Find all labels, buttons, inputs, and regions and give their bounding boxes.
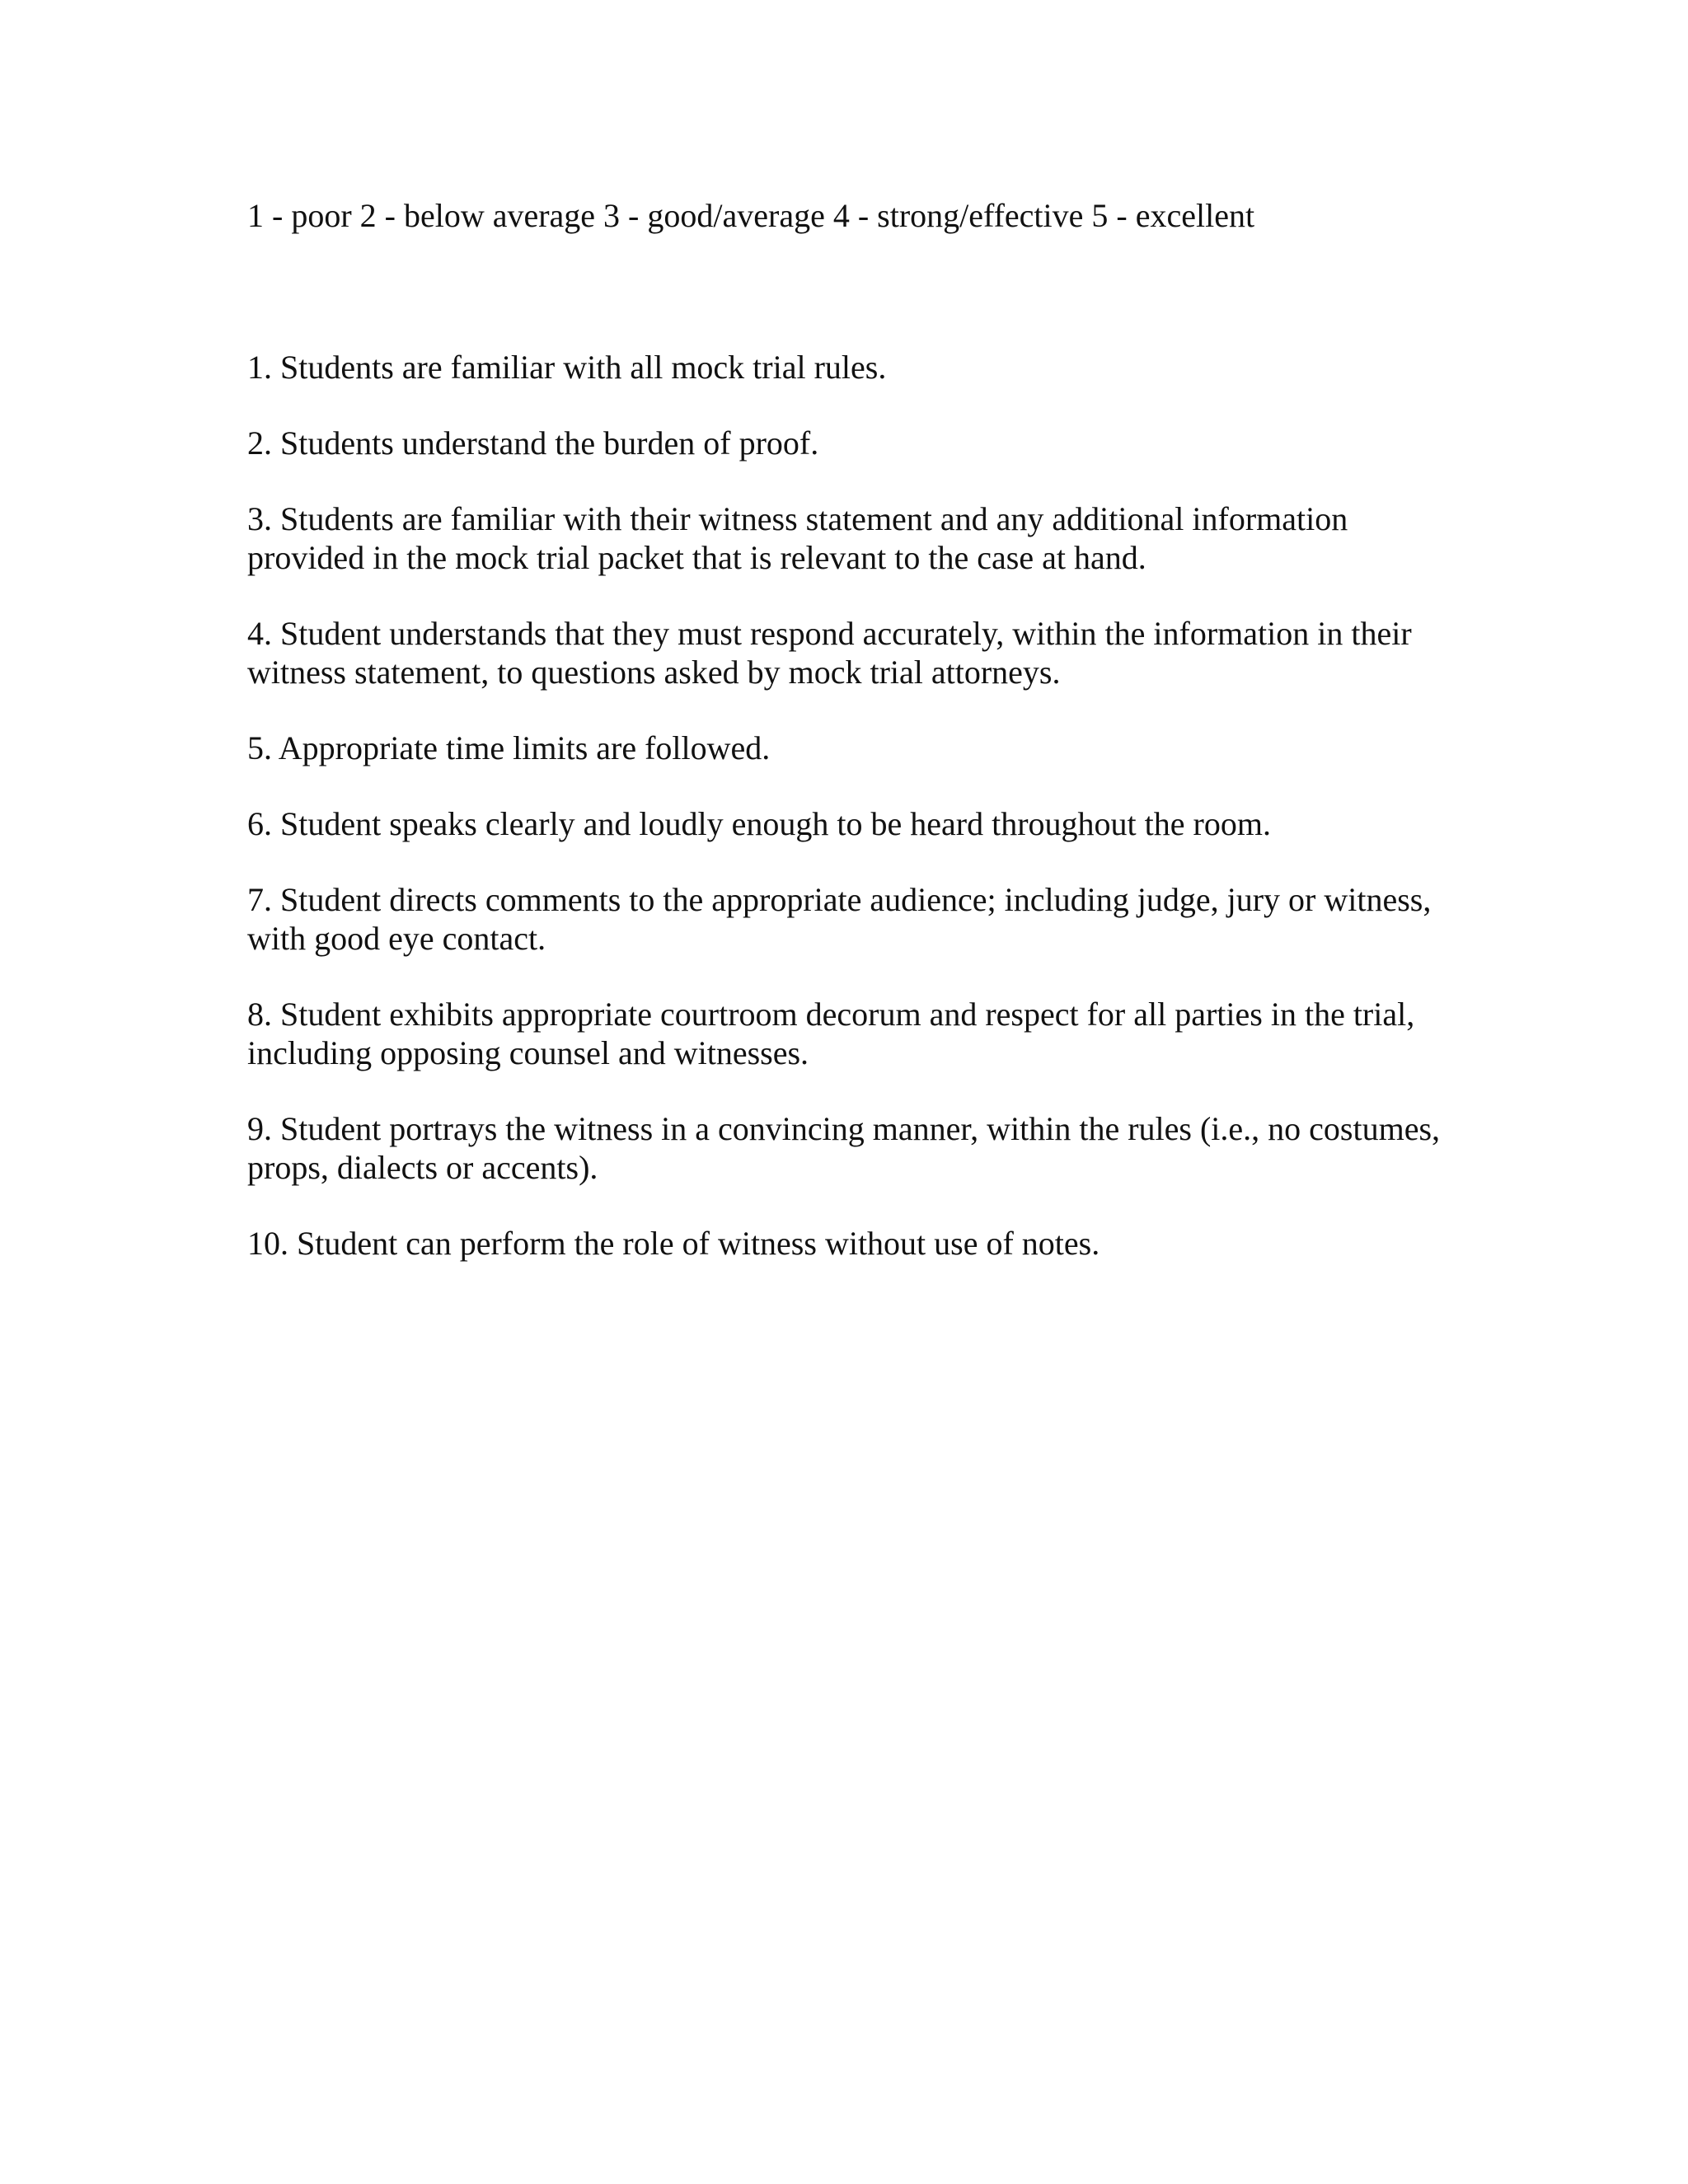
criterion-item: 9. Student portrays the witness in a convincing manner, within the rules (i.e., no costumes, props, dialects or accents). [247, 1110, 1441, 1186]
criterion-item: 1. Students are familiar with all mock trial rules. [247, 349, 887, 386]
criterion-item: 3. Students are familiar with their witness statement and any additional information provided in the mock trial packet that is relevant to the case at hand. [247, 500, 1348, 576]
criterion-item: 7. Student directs comments to the appropriate audience; including judge, jury or witness, with good eye contact. [247, 881, 1432, 957]
rating-scale-legend: 1 - poor 2 - below average 3 - good/average 4 - strong/effective 5 - excellent [247, 197, 1255, 234]
criterion-item: 6. Student speaks clearly and loudly enough to be heard throughout the room. [247, 805, 1271, 842]
criterion-item: 5. Appropriate time limits are followed. [247, 729, 771, 766]
criterion-item: 8. Student exhibits appropriate courtroom decorum and respect for all parties in the trial, including opposing counsel and witnesses. [247, 996, 1415, 1071]
criteria-list [247, 348, 1467, 1300]
criterion-item: 10. Student can perform the role of witness without use of notes. [247, 1225, 1100, 1262]
criterion-item: 2. Students understand the burden of proof. [247, 424, 819, 462]
criterion-item: 4. Student understands that they must respond accurately, within the information in their witness statement, to questions asked by mock trial attorneys. [247, 615, 1412, 691]
